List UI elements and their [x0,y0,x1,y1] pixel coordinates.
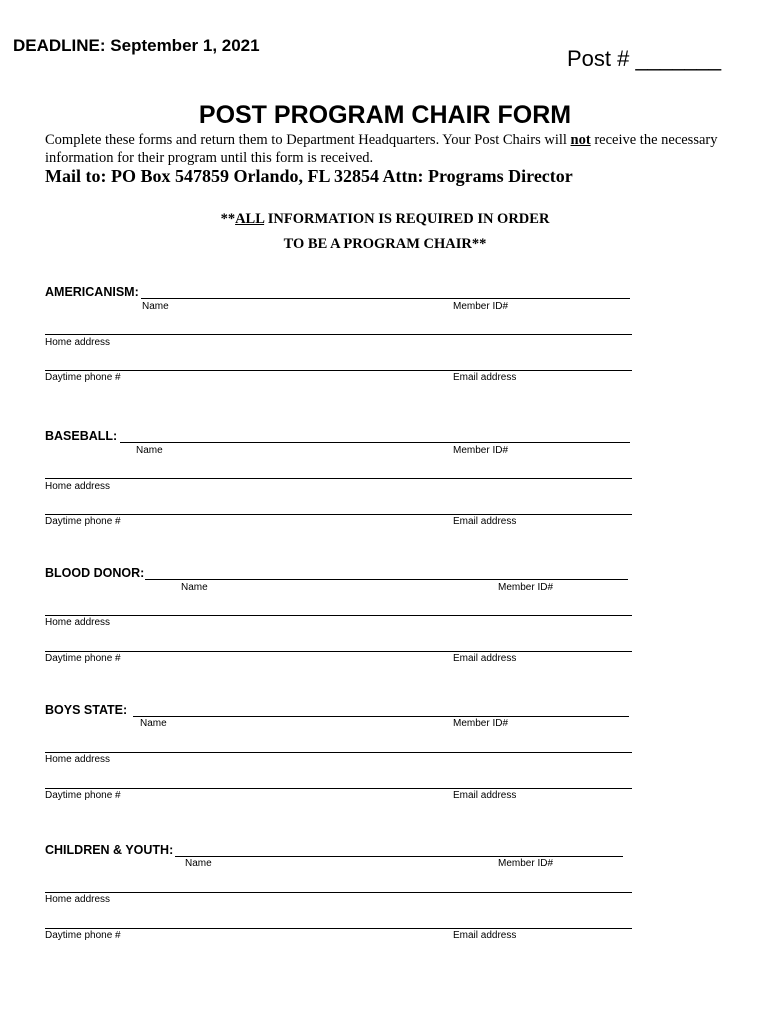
member-id-caption: Member ID# [453,718,509,729]
phone-email-input-line[interactable] [45,514,632,515]
section-label: AMERICANISM: [45,285,139,299]
home-address-input-line[interactable] [45,478,632,479]
daytime-phone-caption: Daytime phone # [45,653,121,664]
member-id-caption: Member ID# [498,858,554,869]
intro-paragraph [45,131,725,167]
name-caption: Name [181,582,208,593]
intro-text-part1: Complete these forms and return them to Department Headquarters. Your Post Chairs will [45,132,571,148]
intro-emphasis: not [570,132,591,148]
name-member-input-line[interactable] [120,442,630,443]
home-address-input-line[interactable] [45,752,632,753]
email-caption: Email address [453,516,517,527]
email-caption: Email address [453,372,517,383]
daytime-phone-caption: Daytime phone # [45,372,121,383]
requirement-rest: INFORMATION IS REQUIRED IN ORDER [264,211,550,227]
home-address-caption: Home address [45,337,111,348]
daytime-phone-caption: Daytime phone # [45,516,121,527]
section-label: BASEBALL: [45,429,118,443]
form-title: POST PROGRAM CHAIR FORM [198,101,572,129]
post-number-field[interactable]: Post # _______ [567,46,722,71]
section-label: BOYS STATE: [45,703,128,717]
requirement-line-1 [0,211,770,228]
section-label: CHILDREN & YOUTH: [45,843,174,857]
home-address-caption: Home address [45,894,111,905]
mail-to-address: Mail to: PO Box 547859 Orlando, FL 32854 Attn: Programs Director [45,166,573,186]
name-caption: Name [142,301,169,312]
name-member-input-line[interactable] [145,579,628,580]
section-label: BLOOD DONOR: [45,566,145,580]
name-member-input-line[interactable] [133,716,629,717]
home-address-caption: Home address [45,481,111,492]
email-caption: Email address [453,653,517,664]
home-address-input-line[interactable] [45,615,632,616]
home-address-caption: Home address [45,754,111,765]
deadline-text: DEADLINE: September 1, 2021 [13,36,260,55]
intro-text-part2: receive the necessary information for their program until this form is received. [45,132,718,166]
phone-email-input-line[interactable] [45,651,632,652]
name-caption: Name [136,445,163,456]
member-id-caption: Member ID# [453,301,509,312]
home-address-caption: Home address [45,617,111,628]
phone-email-input-line[interactable] [45,788,632,789]
name-caption: Name [185,858,212,869]
phone-email-input-line[interactable] [45,928,632,929]
member-id-caption: Member ID# [453,445,509,456]
member-id-caption: Member ID# [498,582,554,593]
requirement-line-2: TO BE A PROGRAM CHAIR** [283,236,487,252]
home-address-input-line[interactable] [45,334,632,335]
requirement-prefix: ** [220,211,236,227]
daytime-phone-caption: Daytime phone # [45,930,121,941]
phone-email-input-line[interactable] [45,370,632,371]
daytime-phone-caption: Daytime phone # [45,790,121,801]
name-caption: Name [140,718,167,729]
requirement-all: ALL [235,211,265,227]
name-member-input-line[interactable] [175,856,623,857]
home-address-input-line[interactable] [45,892,632,893]
email-caption: Email address [453,930,517,941]
email-caption: Email address [453,790,517,801]
name-member-input-line[interactable] [141,298,630,299]
